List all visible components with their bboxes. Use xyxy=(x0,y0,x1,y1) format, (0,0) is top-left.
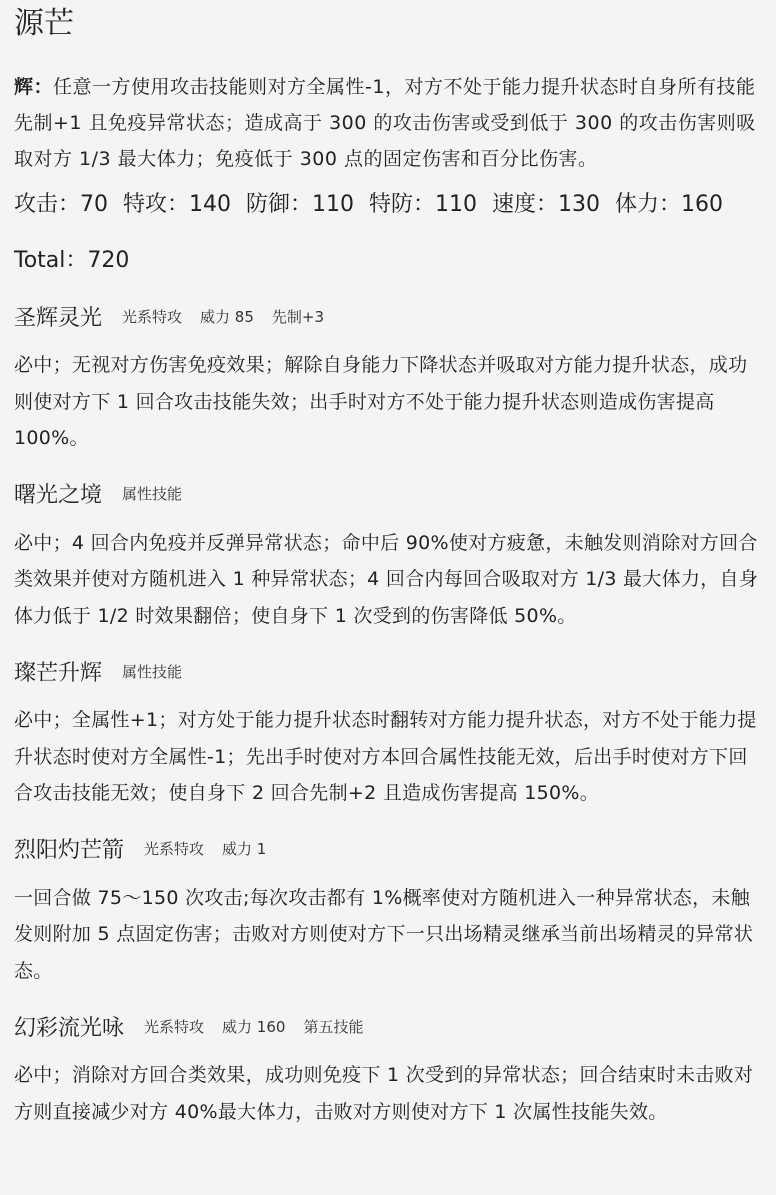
skill-description: 必中；全属性+1；对方处于能力提升状态时翻转对方能力提升状态，对方不处于能力提升状态时使对方全属性-1；先出手时使对方本回合属性技能无效，后出手时使对方下回合攻击技能无效；使自身下 2 回合先制+2 且造成伤害提高 150%。 xyxy=(14,709,757,804)
skill-heading xyxy=(14,828,764,870)
stat-speed: 速度：130 xyxy=(492,192,600,217)
skill-name: 幻彩流光咏 xyxy=(14,1015,125,1041)
skill-heading xyxy=(14,473,764,515)
skill-description: 必中；消除对方回合类效果，成功则免疫下 1 次受到的异常状态；回合结束时未击败对方则直接减少对方 40%最大体力，击败对方则使对方下 1 次属性技能失效。 xyxy=(14,1064,754,1123)
skill-description: 一回合做 75～150 次攻击;每次攻击都有 1%概率使对方随机进入一种异常状态，未触发则附加 5 点固定伤害；击败对方则使对方下一只出场精灵继承当前出场精灵的异常状态。 xyxy=(14,886,754,982)
skill-section xyxy=(14,828,764,990)
page-title: 源芒 xyxy=(14,6,74,41)
skill-type: 光系特攻 xyxy=(122,307,183,326)
skill-power: 威力 1 xyxy=(222,840,267,858)
stat-hp: 体力：160 xyxy=(615,192,723,217)
stat-special-attack: 特攻：140 xyxy=(123,192,231,217)
stats-line xyxy=(14,187,764,223)
ability-text: 任意一方使用攻击技能则对方全属性-1，对方不处于能力提升状态时自身所有技能先制+1 且免疫异常状态；造成高于 300 的攻击伤害或受到低于 300 的攻击伤害则吸取对方 1/3 最大体力；免疫低于 300 点的固定伤害和百分比伤害。 xyxy=(14,76,756,170)
skill-description: 必中；无视对方伤害免疫效果；解除自身能力下降状态并吸取对方能力提升状态，成功则使对方下 1 回合攻击技能失效；出手时对方不处于能力提升状态则造成伤害提高 100%。 xyxy=(14,354,748,449)
skill-priority: 先制+3 xyxy=(271,307,325,326)
ability-paragraph xyxy=(14,69,764,177)
skill-name: 圣辉灵光 xyxy=(14,305,103,331)
skill-section xyxy=(14,650,764,812)
skill-description: 必中；4 回合内免疫并反弹异常状态；命中后 90%使对方疲惫，未触发则消除对方回合类效果并使对方随机进入 1 种异常状态；4 回合内每回合吸取对方 1/3 最大体力，自身体力低于 1/2 时效果翻倍；使自身下 1 次受到的伤害降低 50%。 xyxy=(14,531,759,627)
skill-section xyxy=(14,473,764,635)
skill-type: 光系特攻 xyxy=(144,840,205,858)
skill-type: 光系特攻 xyxy=(144,1017,205,1036)
skill-power: 威力 85 xyxy=(200,307,254,326)
skill-heading xyxy=(14,295,764,337)
skill-section xyxy=(14,295,764,457)
skill-name: 璨芒升辉 xyxy=(14,660,103,686)
skill-section xyxy=(14,1005,764,1130)
skill-name: 曙光之境 xyxy=(14,483,103,508)
skill-name: 烈阳灼芒箭 xyxy=(14,838,125,863)
skill-heading xyxy=(14,650,764,692)
stat-special-defense: 特防：110 xyxy=(369,192,477,217)
skill-heading xyxy=(14,1005,764,1047)
skill-type: 属性技能 xyxy=(122,662,183,681)
stat-defense: 防御：110 xyxy=(246,192,354,217)
skill-type: 属性技能 xyxy=(122,485,183,503)
ability-label: 辉： xyxy=(14,76,54,98)
stat-attack: 攻击：70 xyxy=(14,192,108,217)
skill-slot: 第五技能 xyxy=(303,1017,364,1036)
skill-power: 威力 160 xyxy=(222,1017,286,1036)
stat-total: Total：720 xyxy=(14,248,130,273)
